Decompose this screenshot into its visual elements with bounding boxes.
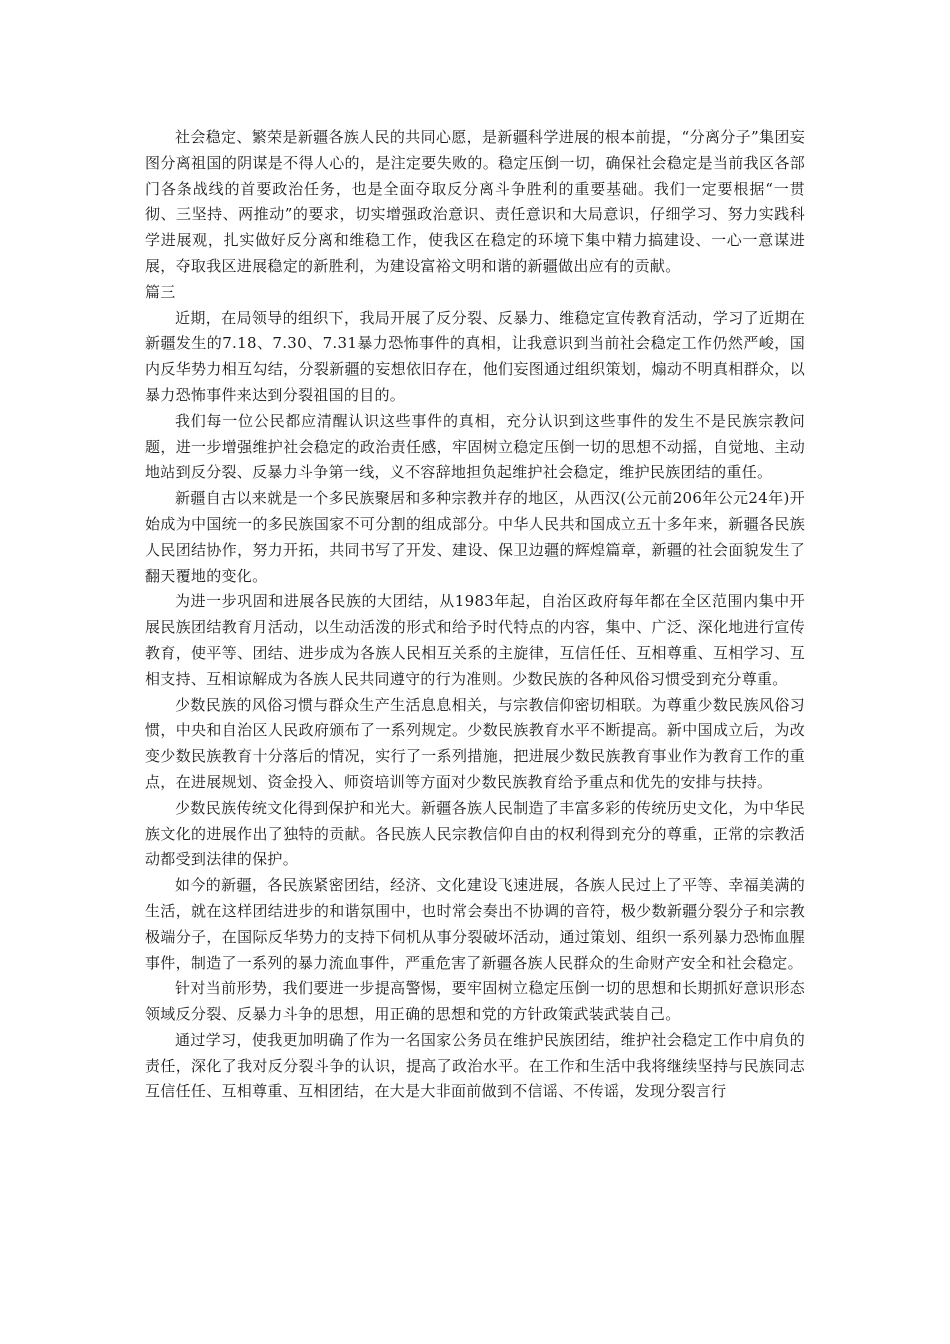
body-paragraph: 新疆自古以来就是一个多民族聚居和多种宗教并存的地区，从西汉(公元前206年公元24年)开始成为中国统一的多民族国家不可分割的组成部分。中华人民共和国成立五十多年来，新疆各民族人民团结协作，努力开拓，共同书写了开发、建设、保卫边疆的辉煌篇章，新疆的社会面貌发生了翻天覆地的变化。	[145, 489, 805, 585]
document-page	[145, 125, 805, 1105]
body-paragraph: 我们每一位公民都应清醒认识这些事件的真相，充分认识到这些事件的发生不是民族宗教问题，进一步增强维护社会稳定的政治责任感，牢固树立稳定压倒一切的思想不动摇，自觉地、主动地站到反分裂、反暴力斗争第一线，义不容辞地担负起维护社会稳定，维护民族团结的重任。	[145, 411, 805, 482]
body-paragraph: 针对当前形势，我们要进一步提高警惕，要牢固树立稳定压倒一切的思想和长期抓好意识形态领域反分裂、反暴力斗争的思想，用正确的思想和党的方针政策武装武装自己。	[145, 979, 805, 1024]
body-paragraph: 为进一步巩固和进展各民族的大团结，从1983年起，自治区政府每年都在全区范围内集中开展民族团结教育月活动，以生动活泼的形式和给予时代特点的内容，集中、广泛、深化地进行宣传教育，使平等、团结、进步成为各族人民相互关系的主旋律，互信任任、互相尊重、互相学习、互相支持、互相谅解成为各族人民共同遵守的行为准则。少数民族的各种风俗习惯受到充分尊重。	[145, 592, 805, 688]
intro-paragraph: 社会稳定、繁荣是新疆各族人民的共同心愿，是新疆科学进展的根本前提，“分离分子”集团妄图分离祖国的阴谋是不得人心的，是注定要失败的。稳定压倒一切，确保社会稳定是当前我区各部门各条战线的首要政治任务，也是全面夺取反分离斗争胜利的重要基础。我们一定要根据“一贯彻、三坚持、两推动”的要求，切实增强政治意识、责任意识和大局意识，仔细学习、努力实践科学进展观，扎实做好反分离和维稳工作，使我区在稳定的环境下集中精力搞建设、一心一意谋进展，夺取我区进展稳定的新胜利，为建设富裕文明和谐的新疆做出应有的贡献。	[145, 128, 805, 275]
body-paragraph: 通过学习，使我更加明确了作为一名国家公务员在维护民族团结，维护社会稳定工作中肩负的责任，深化了我对反分裂斗争的认识，提高了政治水平。在工作和生活中我将继续坚持与民族同志互信任任、互相尊重、互相团结，在大是大非面前做到不信谣、不传谣，发现分裂言行	[145, 1030, 805, 1101]
body-paragraph: 少数民族传统文化得到保护和光大。新疆各族人民制造了丰富多彩的传统历史文化，为中华民族文化的进展作出了独特的贡献。各民族人民宗教信仰自由的权利得到充分的尊重，正常的宗教活动都受到法律的保护。	[145, 798, 805, 869]
section-heading: 篇三	[145, 282, 176, 301]
body-paragraph: 近期，在局领导的组织下，我局开展了反分裂、反暴力、维稳定宣传教育活动，学习了近期在新疆发生的7.18、7.30、7.31暴力恐怖事件的真相，让我意识到当前社会稳定工作仍然严峻，国内反华势力相互勾结，分裂新疆的妄想依旧存在，他们妄图通过组织策划，煽动不明真相群众，以暴力恐怖事件来达到分裂祖国的目的。	[145, 308, 805, 404]
body-paragraph: 如今的新疆，各民族紧密团结，经济、文化建设飞速进展，各族人民过上了平等、幸福美满的生活，就在这样团结进步的和谐氛围中，也时常会奏出不协调的音符，极少数新疆分裂分子和宗教极端分子，在国际反华势力的支持下伺机从事分裂破坏活动，通过策划、组织一系列暴力恐怖血腥事件，制造了一系列的暴力流血事件，严重危害了新疆各族人民群众的生命财产安全和社会稳定。	[145, 876, 805, 972]
body-paragraph: 少数民族的风俗习惯与群众生产生活息息相关，与宗教信仰密切相联。为尊重少数民族风俗习惯，中央和自治区人民政府颁布了一系列规定。少数民族教育水平不断提高。新中国成立后，为改变少数民族教育十分落后的情况，实行了一系列措施，把进展少数民族教育事业作为教育工作的重点，在进展规划、资金投入、师资培训等方面对少数民族教育给予重点和优先的安排与扶持。	[145, 695, 805, 791]
